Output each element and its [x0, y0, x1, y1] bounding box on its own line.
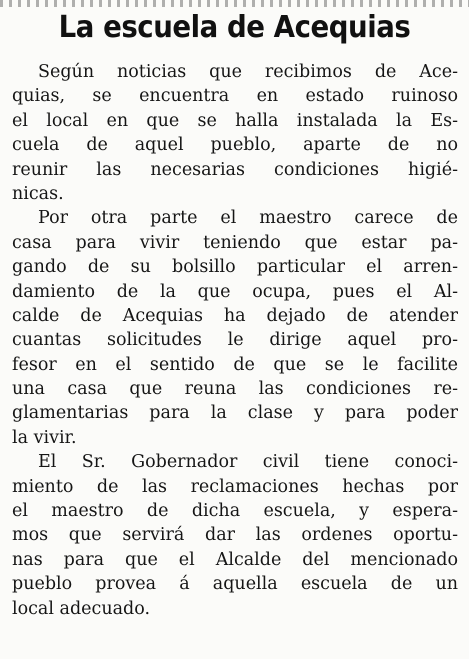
text-line: nicas.	[12, 183, 64, 204]
text-line: casa para vivir teniendo que estar pa-	[12, 232, 458, 253]
top-rule-divider	[0, 0, 469, 7]
text-line: quias, se encuentra en estado ruinoso	[12, 86, 458, 107]
text-line: damiento de la que ocupa, pues el Al-	[12, 281, 458, 302]
text-line: el maestro de dicha escuela, y espera-	[12, 501, 458, 522]
text-line: Según noticias que recibimos de Ace-	[38, 62, 458, 82]
paragraph-2	[12, 206, 458, 450]
text-line: gando de su bolsillo particular el arren-	[12, 257, 458, 278]
paragraph-3	[12, 450, 458, 621]
text-line: reunir las necesarias condiciones higié-	[12, 159, 458, 180]
text-line: una casa que reuna las condiciones re-	[12, 379, 458, 400]
text-line: calde de Acequias ha dejado de atender	[12, 305, 458, 326]
text-line: Por otra parte el maestro carece de	[38, 208, 458, 229]
article-headline: La escuela de Acequias	[58, 10, 411, 45]
text-line: miento de las reclamaciones hechas por	[12, 476, 458, 497]
article-body	[12, 60, 458, 621]
text-line: mos que servirá dar las ordenes oportu-	[12, 525, 458, 546]
text-line: El Sr. Gobernador civil tiene conoci-	[38, 452, 458, 473]
text-line: fesor en el sentido de que se le facilite	[12, 354, 458, 375]
text-line: local adecuado.	[12, 598, 151, 619]
text-line: el local en que se halla instalada la Es-	[12, 110, 458, 131]
text-line: cuela de aquel pueblo, aparte de no	[12, 135, 458, 156]
paragraph-1	[12, 60, 458, 206]
text-line: la vivir.	[12, 427, 77, 448]
text-line: nas para que el Alcalde del mencionado	[12, 549, 458, 570]
text-line: cuantas solicitudes le dirige aquel pro-	[12, 330, 458, 351]
text-line: pueblo provea á aquella escuela de un	[12, 574, 458, 595]
text-line: glamentarias para la clase y para poder	[12, 403, 458, 424]
